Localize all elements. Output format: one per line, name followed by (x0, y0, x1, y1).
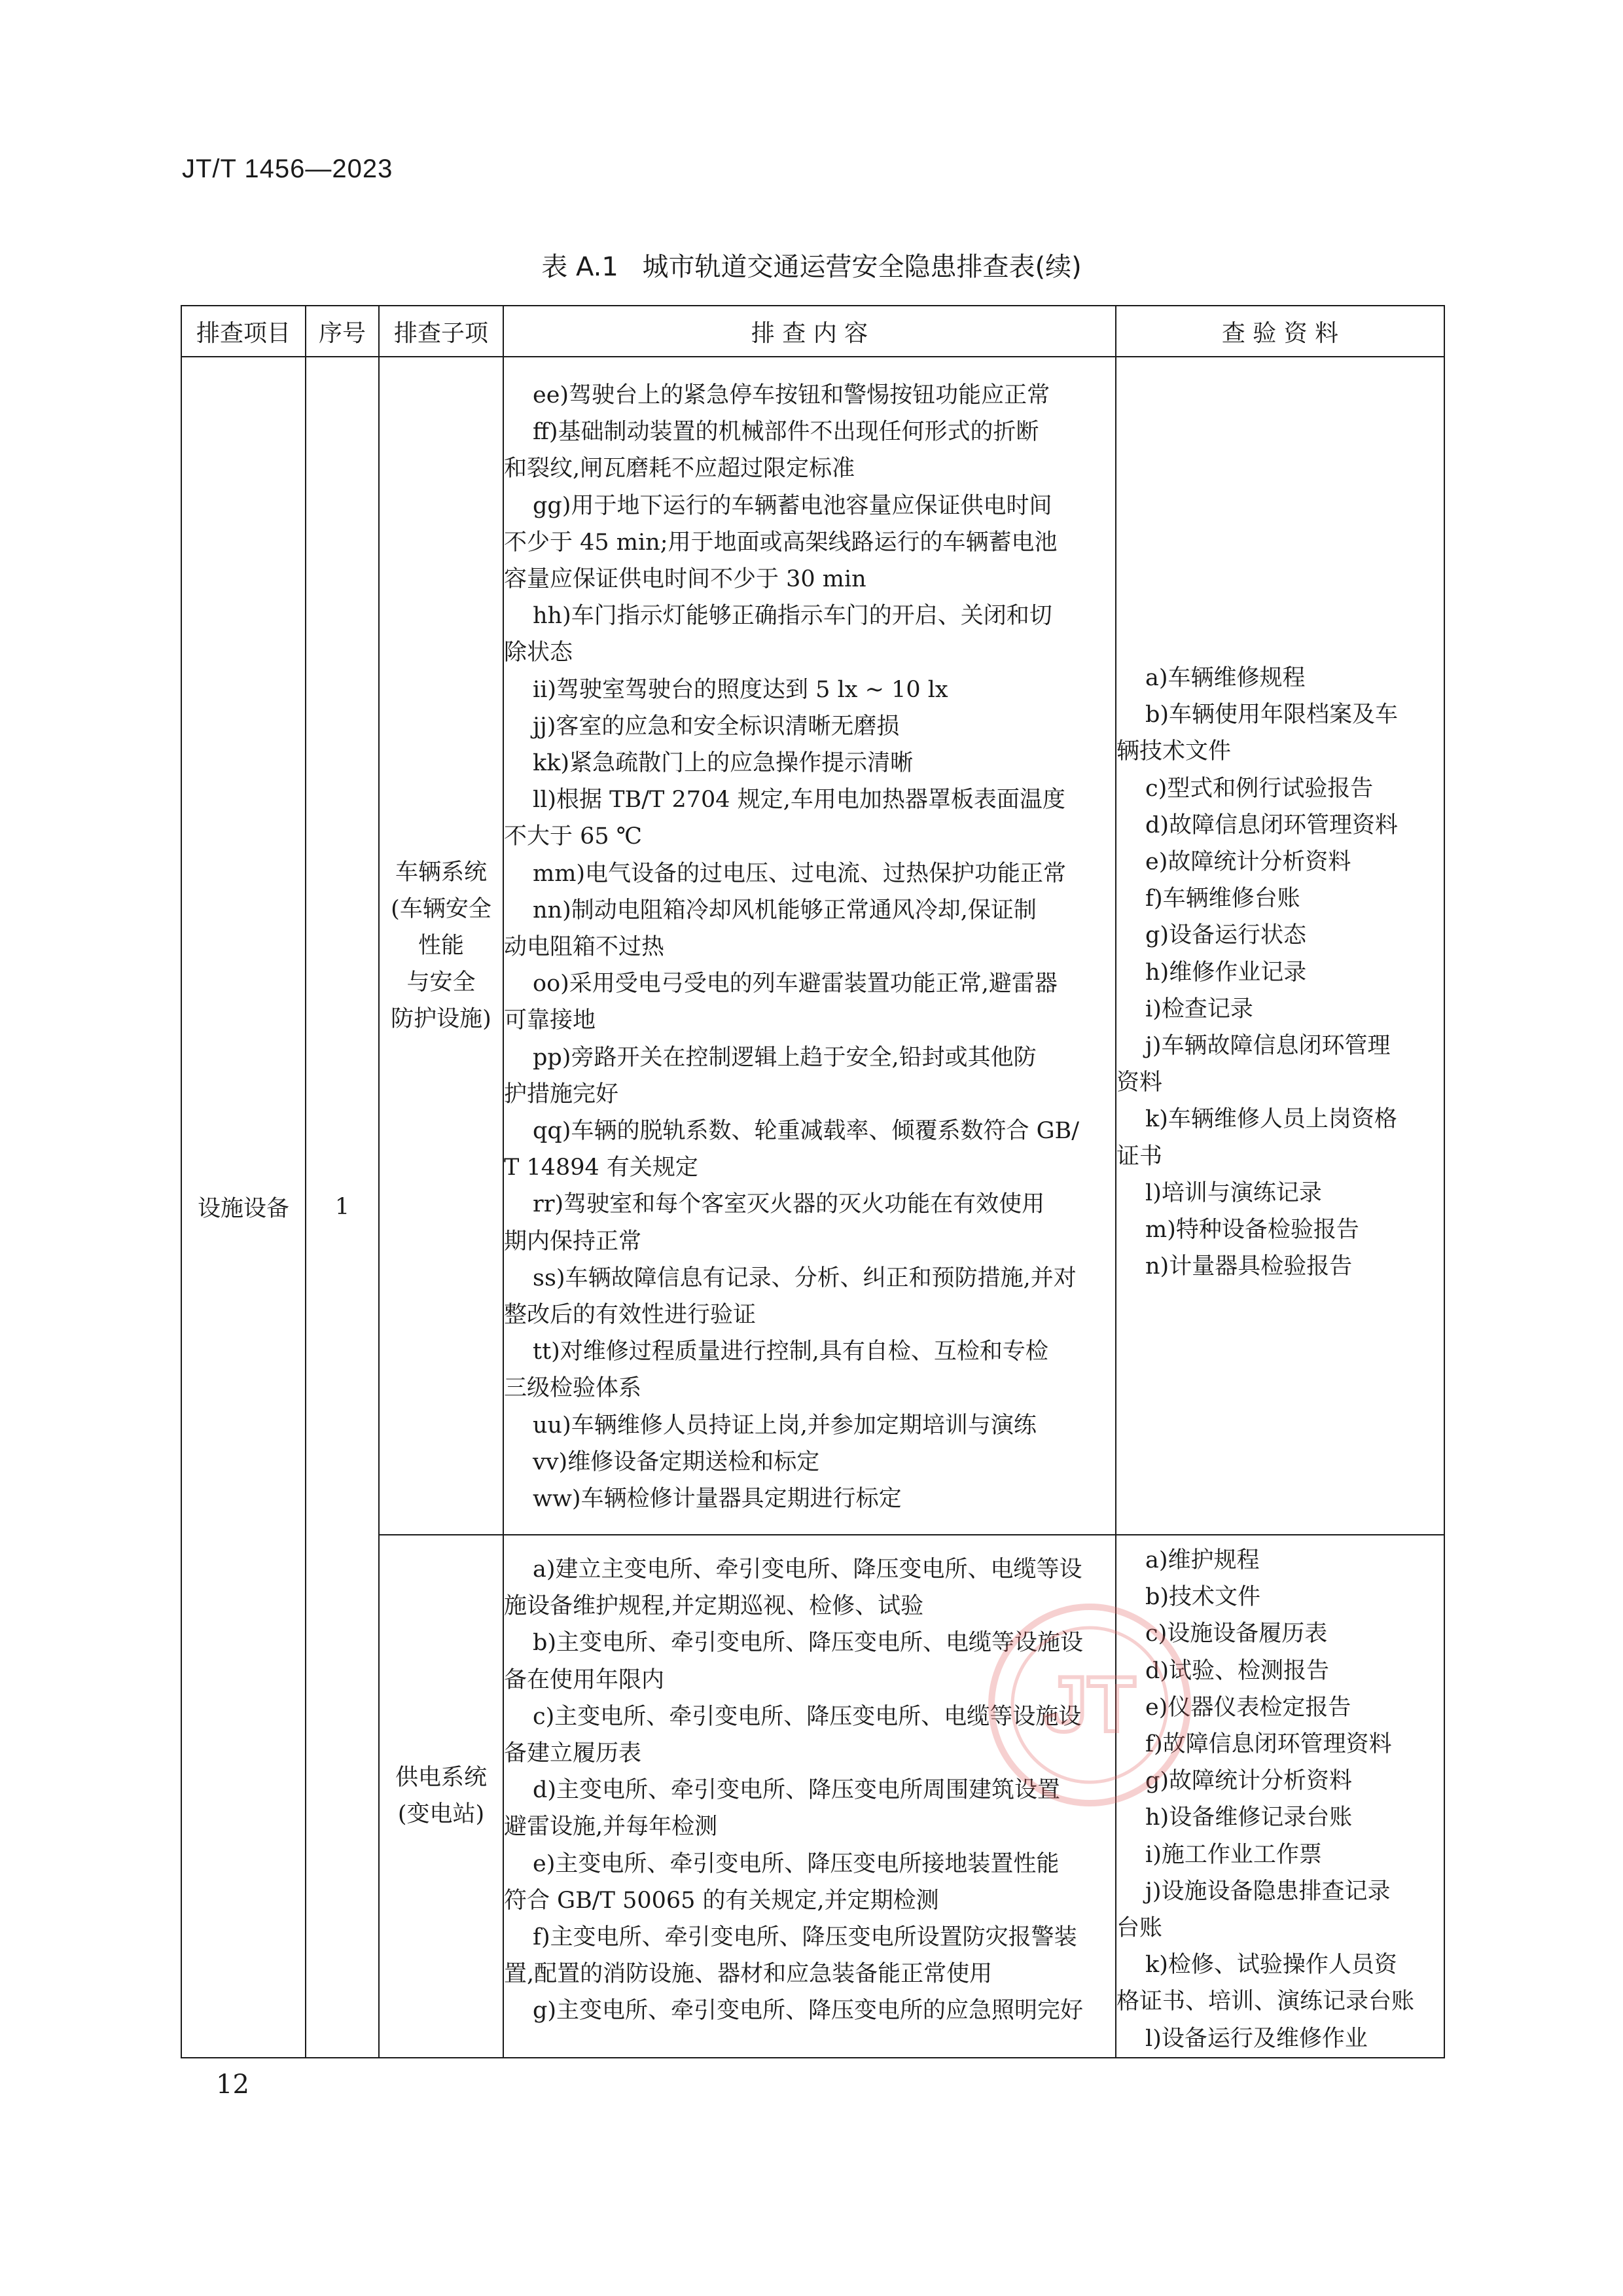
text-line: 可靠接地 (504, 1007, 596, 1034)
subitem-line: (变电站) (397, 1801, 485, 1828)
text-line: e)主变电所、牵引变电所、降压变电所接地装置性能 (533, 1850, 1060, 1877)
inspection-table (181, 305, 1445, 2058)
text-line: 三级检验体系 (504, 1375, 642, 1402)
table-label: 表 A.1 (541, 252, 618, 282)
text-line: 不大于 65 ℃ (504, 823, 642, 850)
text-line: h)设备维修记录台账 (1145, 1804, 1353, 1831)
table-header-row (181, 306, 1444, 357)
subitem-line: (车辆安全 (391, 896, 491, 922)
text-line: tt)对维修过程质量进行控制,具有自检、互检和专检 (533, 1338, 1048, 1365)
text-line: qq)车辆的脱轨系数、轮重减载率、倾覆系数符合 GB/ (533, 1118, 1080, 1145)
text-line: l)培训与演练记录 (1145, 1179, 1322, 1206)
text-line: k)车辆维修人员上岗资格 (1145, 1106, 1397, 1133)
text-line: i)施工作业工作票 (1145, 1841, 1322, 1868)
text-line: ww)车辆检修计量器具定期进行标定 (533, 1486, 902, 1513)
text-line: d)试验、检测报告 (1145, 1657, 1330, 1684)
text-line: 容量应保证供电时间不少于 30 min (504, 566, 866, 593)
text-line: ll)根据 TB/T 2704 规定,车用电加热器罩板表面温度 (533, 787, 1065, 814)
vehicle-content-cell (503, 357, 1116, 1535)
power-subitem-cell (379, 1535, 503, 2058)
text-line: 不少于 45 min;用于地面或高架线路运行的车辆蓄电池 (504, 529, 1058, 556)
vehicle-subitem-lines (380, 854, 503, 1037)
text-line: c)设施设备履历表 (1145, 1621, 1328, 1647)
table-row-vehicle (181, 357, 1444, 1535)
text-line: ee)驾驶台上的紧急停车按钮和警惕按钮功能应正常 (533, 382, 1050, 408)
vehicle-records-lines (1116, 357, 1444, 1285)
text-line: f)主变电所、牵引变电所、降压变电所设置防灾报警装 (533, 1924, 1077, 1951)
item-cell: 设施设备 (181, 357, 306, 2058)
text-line: ss)车辆故障信息有记录、分析、纠正和预防措施,并对 (533, 1265, 1077, 1291)
text-line: a)维护规程 (1145, 1547, 1260, 1573)
text-line: oo)采用受电弓受电的列车避雷装置功能正常,避雷器 (533, 971, 1058, 997)
seal-text: JT (1043, 1660, 1136, 1748)
text-line: uu)车辆维修人员持证上岗,并参加定期培训与演练 (533, 1412, 1037, 1439)
seq-cell: 1 (306, 357, 379, 2058)
subitem-line: 供电系统 (395, 1765, 487, 1791)
table-title (0, 246, 1623, 283)
text-line: mm)电气设备的过电压、过电流、过热保护功能正常 (533, 860, 1067, 887)
text-line: 置,配置的消防设施、器材和应急装备能正常使用 (504, 1961, 993, 1988)
text-line: m)特种设备检验报告 (1145, 1217, 1359, 1244)
subitem-line: 性能 (418, 933, 464, 959)
text-line: 除状态 (504, 639, 573, 666)
text-line: ff)基础制动装置的机械部件不出现任何形式的折断 (533, 419, 1039, 446)
text-line: b)技术文件 (1145, 1584, 1261, 1611)
subitem-line: 车辆系统 (395, 859, 487, 886)
text-line: hh)车门指示灯能够正确指示车门的开启、关闭和切 (533, 603, 1052, 630)
text-line: g)主变电所、牵引变电所、降压变电所的应急照明完好 (533, 1998, 1084, 2024)
text-line: c)型式和例行试验报告 (1145, 775, 1374, 802)
text-line: gg)用于地下运行的车辆蓄电池容量应保证供电时间 (533, 492, 1052, 519)
text-line: d)故障信息闭环管理资料 (1145, 812, 1399, 838)
text-line: e)故障统计分析资料 (1145, 849, 1351, 876)
text-line: 辆技术文件 (1116, 738, 1232, 765)
text-line: 台账 (1116, 1915, 1163, 1942)
text-line: 资料 (1116, 1069, 1163, 1096)
subitem-line: 防护设施) (391, 1006, 491, 1032)
text-line: b)车辆使用年限档案及车 (1145, 702, 1399, 728)
header-subitem: 排查子项 (379, 306, 503, 357)
text-line: g)故障统计分析资料 (1145, 1768, 1353, 1795)
text-line: 和裂纹,闸瓦磨耗不应超过限定标准 (504, 456, 855, 482)
text-line: rr)驾驶室和每个客室灭火器的灭火功能在有效使用 (533, 1191, 1045, 1218)
text-line: 备建立履历表 (504, 1740, 642, 1767)
vehicle-subitem-cell (379, 357, 503, 1535)
text-line: l)设备运行及维修作业 (1145, 2025, 1368, 2052)
vehicle-records-cell (1116, 357, 1444, 1535)
text-line: vv)维修设备定期送检和标定 (533, 1448, 820, 1475)
power-subitem-lines (380, 1759, 503, 1833)
text-line: 备在使用年限内 (504, 1666, 665, 1693)
text-line: jj)客室的应急和安全标识清晰无磨损 (533, 713, 900, 740)
subitem-line: 与安全 (406, 969, 476, 996)
text-line: i)检查记录 (1145, 996, 1253, 1022)
page-number: 12 (216, 2070, 249, 2100)
text-line: kk)紧急疏散门上的应急操作提示清晰 (533, 750, 914, 777)
header-seq: 序号 (306, 306, 379, 357)
text-line: ii)驾驶室驾驶台的照度达到 5 lx ~ 10 lx (533, 676, 948, 703)
text-line: b)主变电所、牵引变电所、降压变电所、电缆等设施设 (533, 1630, 1084, 1657)
text-line: a)建立主变电所、牵引变电所、降压变电所、电缆等设 (533, 1556, 1082, 1583)
text-line: 期内保持正常 (504, 1228, 642, 1255)
text-line: a)车辆维修规程 (1145, 665, 1306, 691)
text-line: 符合 GB/T 50065 的有关规定,并定期检测 (504, 1887, 939, 1914)
text-line: j)设施设备隐患排查记录 (1145, 1878, 1391, 1905)
text-line: c)主变电所、牵引变电所、降压变电所、电缆等设施设 (533, 1703, 1082, 1730)
text-line: g)设备运行状态 (1145, 922, 1307, 949)
text-line: 整改后的有效性进行验证 (504, 1302, 757, 1329)
text-line: f)故障信息闭环管理资料 (1145, 1731, 1392, 1758)
text-line: k)检修、试验操作人员资 (1145, 1952, 1397, 1979)
text-line: e)仪器仪表检定报告 (1145, 1694, 1351, 1721)
vehicle-content-lines (504, 357, 1115, 1517)
text-line: 施设备维护规程,并定期巡视、检修、试验 (504, 1593, 924, 1620)
standard-code: JT/T 1456—2023 (182, 154, 393, 183)
text-line: nn)制动电阻箱冷却风机能够正常通风冷却,保证制 (533, 897, 1037, 924)
header-records: 查 验 资 料 (1116, 306, 1444, 357)
header-item: 排查项目 (181, 306, 306, 357)
header-content: 排 查 内 容 (503, 306, 1116, 357)
table-caption: 城市轨道交通运营安全隐患排查表(续) (642, 252, 1082, 282)
text-line: 动电阻箱不过热 (504, 934, 665, 961)
text-line: f)车辆维修台账 (1145, 886, 1300, 912)
text-line: 护措施完好 (504, 1081, 619, 1107)
text-line: pp)旁路开关在控制逻辑上趋于安全,铅封或其他防 (533, 1044, 1037, 1071)
jt-watermark-seal (982, 1597, 1198, 1813)
text-line: 证书 (1116, 1143, 1163, 1170)
text-line: h)维修作业记录 (1145, 959, 1307, 986)
text-line: 格证书、培训、演练记录台账 (1116, 1988, 1415, 2015)
text-line: T 14894 有关规定 (504, 1155, 698, 1181)
text-line: j)车辆故障信息闭环管理 (1145, 1033, 1391, 1060)
text-line: 避雷设施,并每年检测 (504, 1814, 718, 1840)
text-line: n)计量器具检验报告 (1145, 1253, 1353, 1280)
text-line: d)主变电所、牵引变电所、降压变电所周围建筑设置 (533, 1777, 1061, 1804)
